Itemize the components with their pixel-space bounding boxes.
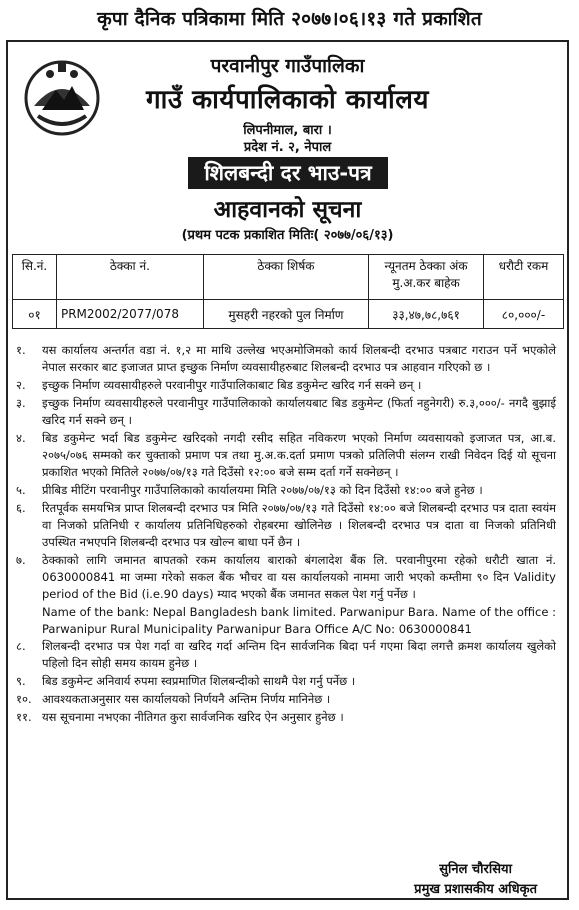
province-line: प्रदेश नं. २, नेपाल [243,140,332,155]
col-contract-title: ठेक्का शिर्षक [203,255,368,300]
table-header-row [13,255,564,300]
list-item: ३. इच्छुक निर्माण व्यवसायीहरुले परवानीपुर गाउँपालिकाको कार्यालयबाट बिड डकुमेन्ट (फिर्ता नहुनेगरी) रु.३,०००/- नगदै बुझाई खरिद गर्न सक्ने छन् । [16,396,556,427]
list-item: ६. रितपूर्वक समयभित्र प्राप्त शिलबन्दी दरभाउ पत्र मिति २०७७/०७/१३ गते दिउँसो १४:०० बजे शिलबन्दी दरभाउ पत्र दाता स्वयंम वा निजको प्रतिनिधी र कार्यालय प्रतिनिधिहरुको रोहबरमा खोलिनेछ । शिलबन्दी दरभाउ पत्र दाता वा निजको प्रतिनिधी उपस्थित नभएपनि शिलबन्दी दरभाउ पत्र खोल्न बाधा पर्ने छैन । [16,501,556,549]
list-item: ९. बिड डकुमेन्ट अनिवार्य रुपमा स्वप्रमाणित शिलबन्दीको साथमै पेश गर्नु पर्नेछ । [16,674,356,688]
municipality-name: परवानीपुर गाउँपालिका [210,55,365,77]
cell-min-amount: ३३,४७,७८,७६१ [369,300,484,329]
notice-type-banner: शिलबन्दी दर भाउ-पत्र [188,157,388,189]
publish-date: (प्रथम पटक प्रकाशित मितिः( २०७७/०६/१३) [181,228,394,243]
col-serial: सि.नं. [13,255,57,300]
list-item: ८. शिलबन्दी दरभाउ पत्र पेश गर्दा वा खरिद गर्दा अन्तिम दिन सार्वजनिक बिदा पर्न गएमा बिदा लगत्तै क्रमश कार्यालय खुलेको पहिलो दिन सोही समय कायम हुनेछ । [16,639,556,670]
list-item: ७. ठेक्काको लागि जमानत बापतको रकम कार्यालय बाराको बंगलादेश बैंक लि. परवानीपुरमा रहेको धरौटी खाता नं. 0630000841 मा जम्मा गरेको सकल बैंक भौचर वा यस कार्यालयको नाममा जारी भएको कम्तीमा ९० दिन Validity period of the Bid (i.e.90 days) म्याद भएको बैंक जमानत सकल पेश गर्नु पर्नेछ । [16,553,556,601]
newspaper-masthead: कृपा दैनिक पत्रिकामा मिति २०७७।०६।१३ गते प्रकाशित [97,8,482,30]
list-item: ५. प्रीबिड मीटिंग परवानीपुर गाउँपालिकाको कार्यालयमा मिति २०७७/०७/१३ को दिन दिउँसो १४:०० बजे हुनेछ । [16,483,483,497]
list-item: ४. बिड डकुमेन्ट भर्दा बिड डकुमेन्ट खरिदको नगदी रसीद सहित नविकरण भएको निर्माण व्यवसायको इजाजत पत्र, आ.ब. २०७५/०७६ सम्मको कर चुक्ताको प्रमाण पत्र तथा मु.अ.क.दर्ता प्रमाण पत्रको प्रतिलिपी संलग्न राखी निवेदन दिई यो सूचना प्रकाशित भएको मितिले २०७७/०७/१३ गते दिउँसो १२:०० बजे सम्म दर्ता गर्ने सक्नेछन् । [16,431,556,479]
list-item: १. यस कार्यालय अन्तर्गत वडा नं. १,२ मा माथि उल्लेख भएअमोजिमको कार्य शिलबन्दी दरभाउ पत्रबाट गराउन पर्ने भएकोले नेपाल सरकार बाट इजाजत प्राप्त इच्छुक निर्माण व्यवसायीहरुबाट शिलबन्दी दरभाउ पत्र आहवान गरिएको छ । [16,343,556,374]
notice-title: आहवानको सूचना [213,197,362,223]
tender-table [12,254,564,329]
signatory-designation: प्रमुख प्रशासकीय अधिकृत [414,882,537,897]
list-item: १०. आवश्यकताअनुसार यस कार्यालयको निर्णयनै अन्तिम निर्णय मानिनेछ । [16,692,331,706]
col-min-amount: न्यूनतम ठेक्का अंक मु.अ.कर बाहेक [369,255,484,300]
list-item: ११. यस सूचनामा नभएका नीतिगत कुरा सार्वजनिक खरिद ऐन अनुसार हुनेछ । [16,710,344,724]
table-row [13,300,564,329]
bank-details: Name of the bank: Nepal Bangladesh bank limited. Parwanipur Bara. Name of the office : Parwanipur Rural Municipality Parwanipur Bara Office A/C No: 0630000841 [42,605,556,636]
office-address: लिपनीमाल, बारा । [243,123,332,138]
notice-frame [6,40,569,900]
signature-block [414,860,537,900]
office-name: गाउँ कार्यपालिकाको कार्यालय [146,85,429,115]
cell-contract-title: मुसहरी नहरको पुल निर्माण [203,300,368,329]
notice-points [16,342,556,727]
col-deposit: धरौटी रकम [483,255,563,300]
signatory-name: सुनिल चौरसिया [439,862,512,877]
list-item: २. इच्छुक निर्माण व्यवसायीहरुले परवानीपुर गाउँपालिकाबाट बिड डकुमेन्ट खरिद गर्न सक्ने छन् । [16,378,422,392]
cell-contract-no: PRM2002/2077/078 [56,300,203,329]
cell-deposit: ८०,०००/- [483,300,563,329]
col-contract-no: ठेक्का नं. [56,255,203,300]
cell-serial: ०१ [13,300,57,329]
